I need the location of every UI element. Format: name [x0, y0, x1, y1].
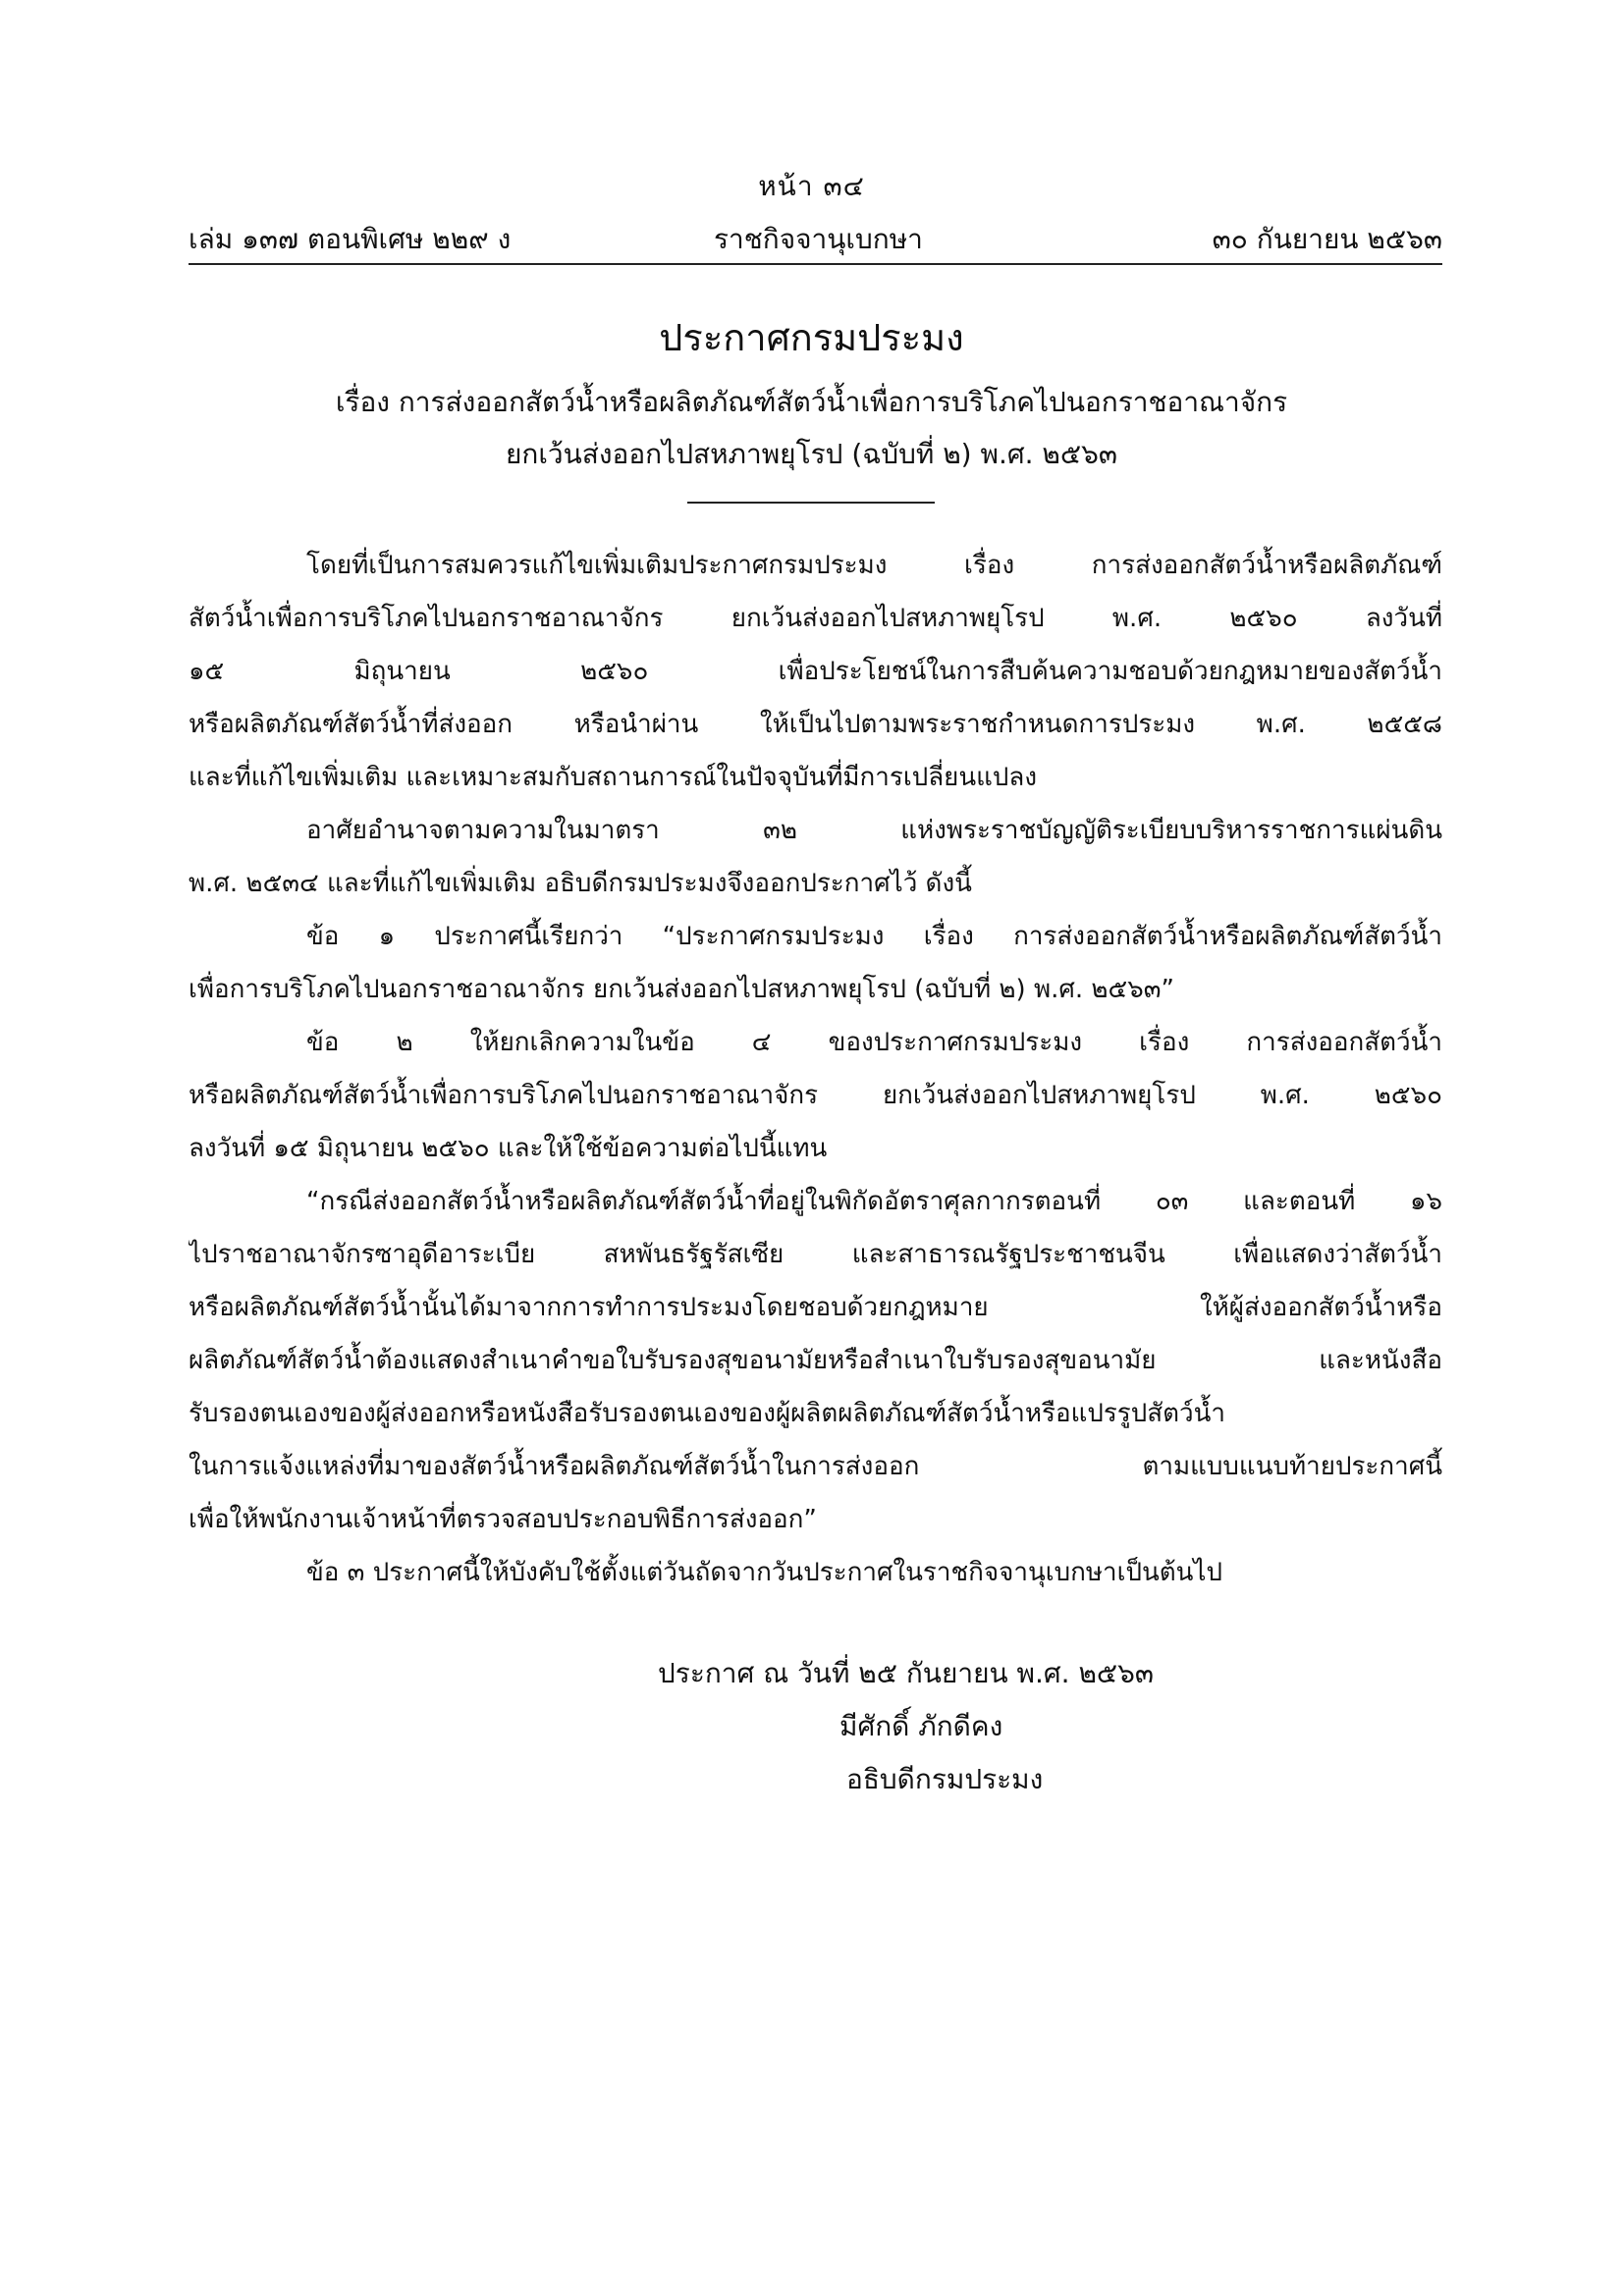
subject-line: ยกเว้นส่งออกไปสหภาพยุโรป (ฉบับที่ ๒) พ.ศ. ๒๕๖๓	[505, 438, 1117, 470]
body-line: หรือผลิตภัณฑ์สัตว์น้ำเพื่อการบริโภคไปนอกราชอาณาจักร ยกเว้นส่งออกไปสหภาพยุโรป พ.ศ. ๒๕๖๐	[189, 1081, 1442, 1110]
body-line: เพื่อให้พนักงานเจ้าหน้าที่ตรวจสอบประกอบพิธีการส่งออก”	[189, 1505, 817, 1534]
signatory-position: อธิบดีกรมประมง	[846, 1763, 1044, 1795]
body-line: หรือผลิตภัณฑ์สัตว์น้ำนั้นได้มาจากการทำการประมงโดยชอบด้วยกฎหมาย ให้ผู้ส่งออกสัตว์น้ำหรือ	[189, 1293, 1442, 1322]
body-line: หรือผลิตภัณฑ์สัตว์น้ำที่ส่งออก หรือนำผ่าน ให้เป็นไปตามพระราชกำหนดการประมง พ.ศ. ๒๕๕๘	[189, 710, 1442, 739]
page-number: หน้า ๓๔	[758, 170, 865, 202]
signatory-name: มีศักดิ์ ภักดีคง	[839, 1710, 1003, 1742]
document-title: ประกาศกรมประมง	[659, 316, 964, 359]
header-divider	[189, 263, 1442, 265]
body-line: สัตว์น้ำเพื่อการบริโภคไปนอกราชอาณาจักร ยกเว้นส่งออกไปสหภาพยุโรป พ.ศ. ๒๕๖๐ ลงวันที่	[189, 604, 1442, 633]
body-line: รับรองตนเองของผู้ส่งออกหรือหนังสือรับรองตนเองของผู้ผลิตผลิตภัณฑ์สัตว์น้ำหรือแปรรูปสัตว์น้ำ	[189, 1399, 1225, 1428]
body-line: ในการแจ้งแหล่งที่มาของสัตว์น้ำหรือผลิตภัณฑ์สัตว์น้ำในการส่งออก ตามแบบแนบท้ายประกาศนี้	[189, 1452, 1442, 1481]
body-line: ข้อ ๑ ประกาศนี้เรียกว่า “ประกาศกรมประมง เรื่อง การส่งออกสัตว์น้ำหรือผลิตภัณฑ์สัตว์น้ำ	[306, 922, 1442, 951]
gazette-name: ราชกิจจานุเบกษา	[714, 223, 923, 255]
publication-date: ๓๐ กันยายน ๒๕๖๓	[1212, 223, 1442, 255]
body-line: ผลิตภัณฑ์สัตว์น้ำต้องแสดงสำเนาคำขอใบรับรองสุขอนามัยหรือสำเนาใบรับรองสุขอนามัย และหนังสือ	[189, 1346, 1442, 1375]
body-line: พ.ศ. ๒๕๓๔ และที่แก้ไขเพิ่มเติม อธิบดีกรมประมงจึงออกประกาศไว้ ดังนี้	[189, 869, 972, 898]
title-divider	[687, 502, 935, 504]
body-line: อาศัยอำนาจตามความในมาตรา ๓๒ แห่งพระราชบัญญัติระเบียบบริหารราชการแผ่นดิน	[306, 816, 1442, 845]
body-line: ๑๕ มิถุนายน ๒๕๖๐ เพื่อประโยชน์ในการสืบค้นความชอบด้วยกฎหมายของสัตว์น้ำ	[189, 657, 1442, 686]
subject-line: เรื่อง การส่งออกสัตว์น้ำหรือผลิตภัณฑ์สัตว์น้ำเพื่อการบริโภคไปนอกราชอาณาจักร	[335, 386, 1288, 418]
body-line: “กรณีส่งออกสัตว์น้ำหรือผลิตภัณฑ์สัตว์น้ำที่อยู่ในพิกัดอัตราศุลกากรตอนที่ ๐๓ และตอนที่ ๑๖	[306, 1187, 1442, 1216]
body-line: ลงวันที่ ๑๕ มิถุนายน ๒๕๖๐ และให้ใช้ข้อความต่อไปนี้แทน	[189, 1134, 828, 1163]
body-line: ข้อ ๒ ให้ยกเลิกความในข้อ ๔ ของประกาศกรมประมง เรื่อง การส่งออกสัตว์น้ำ	[306, 1028, 1442, 1057]
volume-info: เล่ม ๑๓๗ ตอนพิเศษ ๒๒๙ ง	[189, 223, 512, 255]
body-line: ไปราชอาณาจักรซาอุดีอาระเบีย สหพันธรัฐรัสเซีย และสาธารณรัฐประชาชนจีน เพื่อแสดงว่าสัตว์น้ำ	[189, 1240, 1442, 1269]
body-line: เพื่อการบริโภคไปนอกราชอาณาจักร ยกเว้นส่งออกไปสหภาพยุโรป (ฉบับที่ ๒) พ.ศ. ๒๕๖๓”	[189, 975, 1174, 1004]
body-line: และที่แก้ไขเพิ่มเติม และเหมาะสมกับสถานการณ์ในปัจจุบันที่มีการเปลี่ยนแปลง	[189, 763, 1038, 792]
announcement-date: ประกาศ ณ วันที่ ๒๕ กันยายน พ.ศ. ๒๕๖๓	[658, 1657, 1155, 1689]
body-line: โดยที่เป็นการสมควรแก้ไขเพิ่มเติมประกาศกรมประมง เรื่อง การส่งออกสัตว์น้ำหรือผลิตภัณฑ์	[306, 551, 1442, 580]
body-line: ข้อ ๓ ประกาศนี้ให้บังคับใช้ตั้งแต่วันถัดจากวันประกาศในราชกิจจานุเบกษาเป็นต้นไป	[306, 1558, 1223, 1587]
